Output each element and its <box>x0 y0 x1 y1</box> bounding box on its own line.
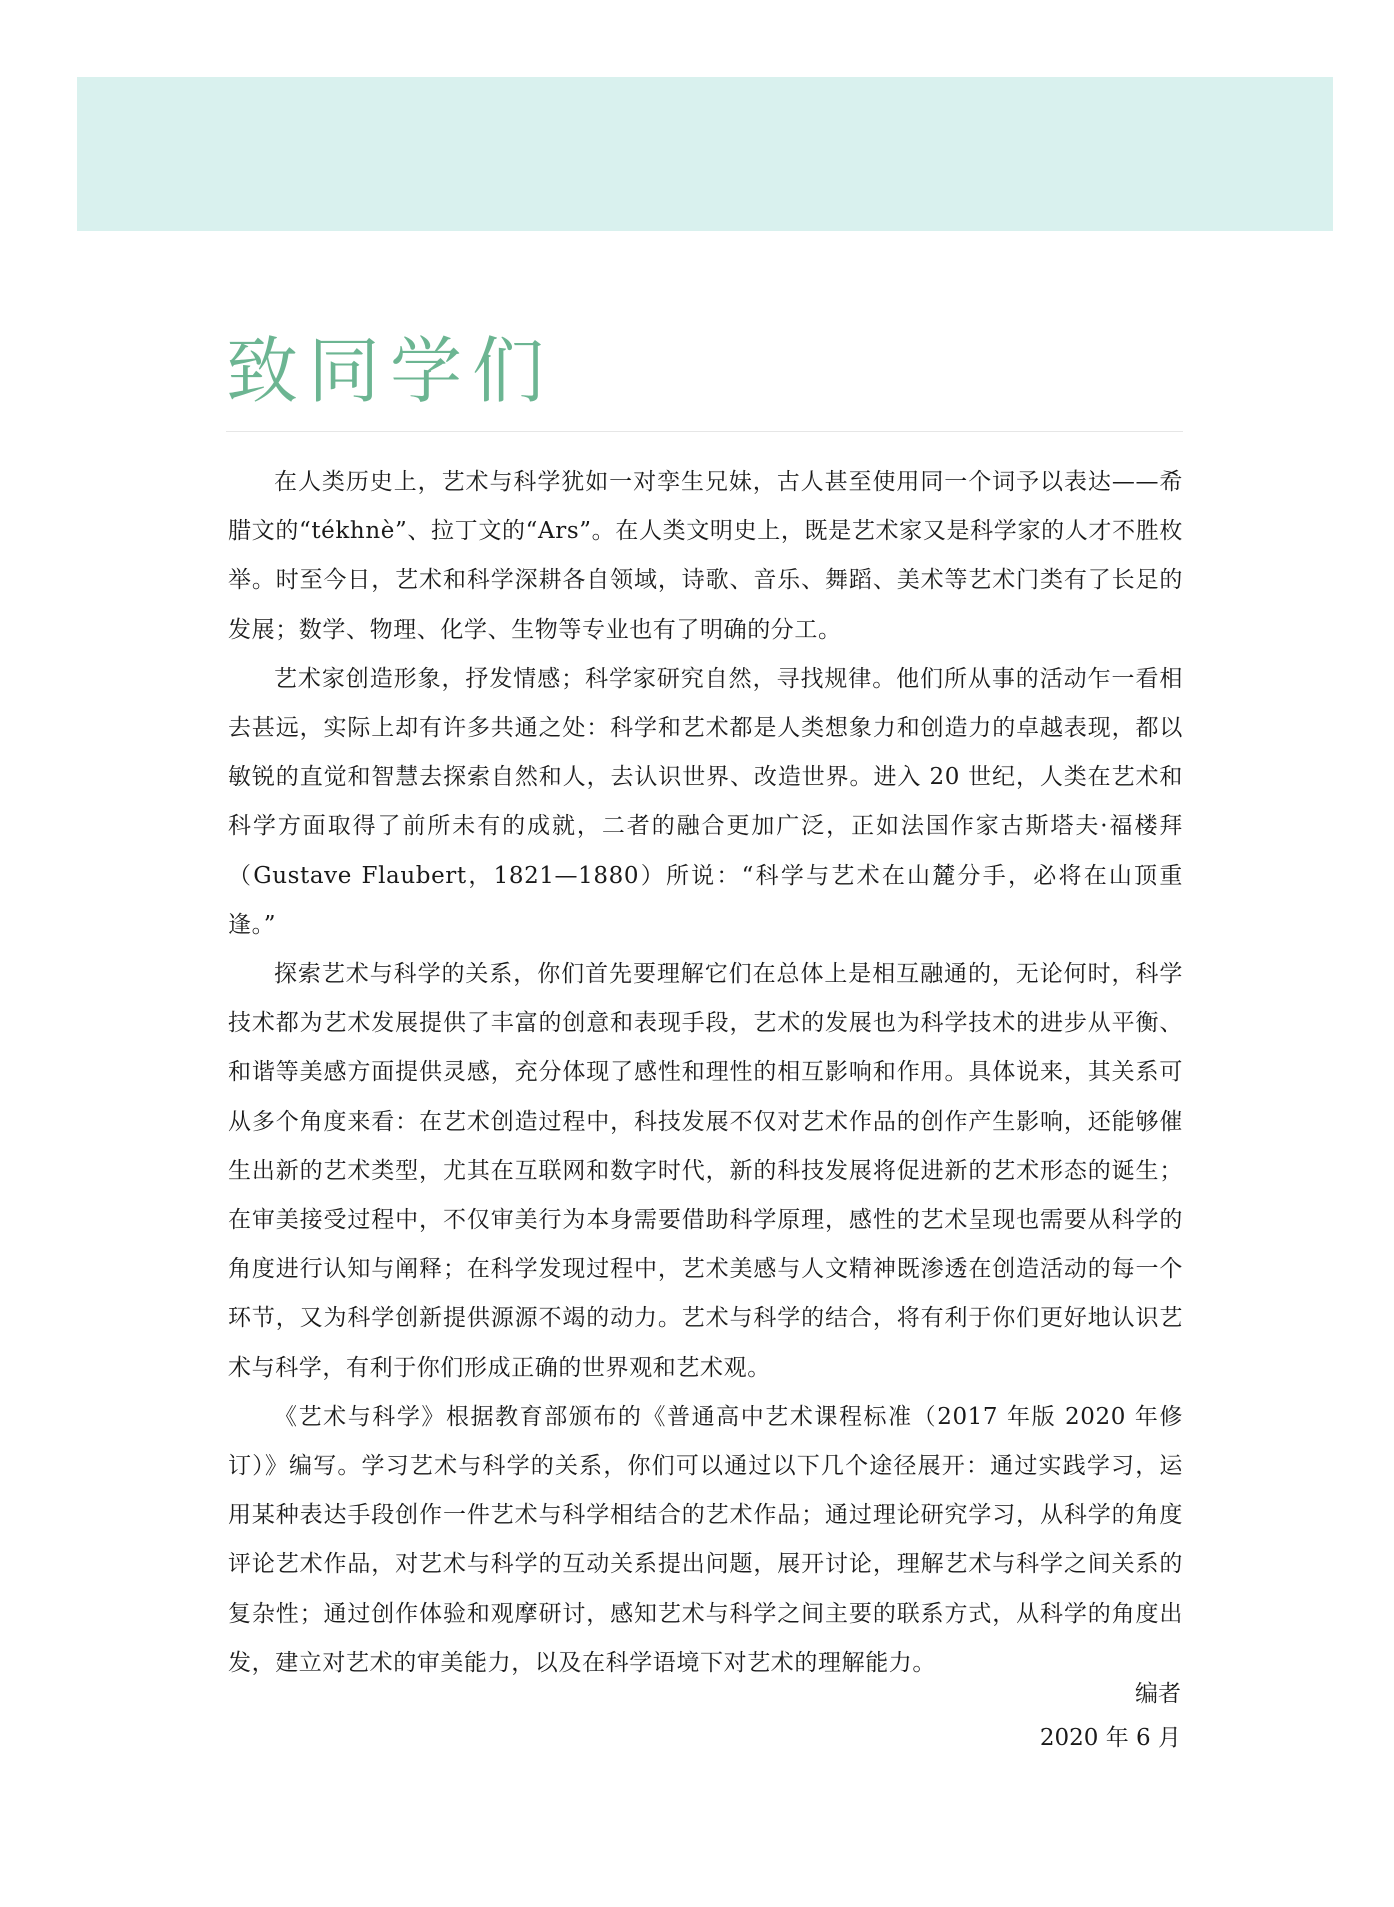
body-text <box>228 458 1183 1688</box>
signature-date: 2020 年 6 月 <box>1039 1725 1181 1751</box>
paragraph-2: 艺术家创造形象，抒发情感；科学家研究自然，寻找规律。他们所从事的活动乍一看相去甚远，实际上却有许多共通之处：科学和艺术都是人类想象力和创造力的卓越表现，都以敏锐的直觉和智慧去探索自然和人，去认识世界、改造世界。进入 20 世纪，人类在艺术和科学方面取得了前所未有的成就，二者的融合更加广泛，正如法国作家古斯塔夫·福楼拜（Gustave Flaubert，1821—1880）所说：“科学与艺术在山麓分手，必将在山顶重逢。” <box>228 665 1183 938</box>
paragraph-1: 在人类历史上，艺术与科学犹如一对孪生兄妹，古人甚至使用同一个词予以表达——希腊文的“tékhnè”、拉丁文的“Ars”。在人类文明史上，既是艺术家又是科学家的人才不胜枚举。时至今日，艺术和科学深耕各自领域，诗歌、音乐、舞蹈、美术等艺术门类有了长足的发展；数学、物理、化学、生物等专业也有了明确的分工。 <box>228 469 1183 643</box>
title-divider <box>226 431 1183 432</box>
paragraph-3: 探索艺术与科学的关系，你们首先要理解它们在总体上是相互融通的，无论何时，科学技术都为艺术发展提供了丰富的创意和表现手段，艺术的发展也为科学技术的进步从平衡、和谐等美感方面提供灵感，充分体现了感性和理性的相互影响和作用。具体说来，其关系可从多个角度来看：在艺术创造过程中，科技发展不仅对艺术作品的创作产生影响，还能够催生出新的艺术类型，尤其在互联网和数字时代，新的科技发展将促进新的艺术形态的诞生；在审美接受过程中，不仅审美行为本身需要借助科学原理，感性的艺术呈现也需要从科学的角度进行认知与阐释；在科学发现过程中，艺术美感与人文精神既渗透在创造活动的每一个环节，又为科学创新提供源源不竭的动力。艺术与科学的结合，将有利于你们更好地认识艺术与科学，有利于你们形成正确的世界观和艺术观。 <box>228 961 1183 1381</box>
paragraph-4: 《艺术与科学》根据教育部颁布的《普通高中艺术课程标准（2017 年版 2020 年修订）》编写。学习艺术与科学的关系，你们可以通过以下几个途径展开：通过实践学习，运用某种表达手段创作一件艺术与科学相结合的艺术作品；通过理论研究学习，从科学的角度评论艺术作品，对艺术与科学的互动关系提出问题，展开讨论，理解艺术与科学之间关系的复杂性；通过创作体验和观摩研讨，感知艺术与科学之间主要的联系方式，从科学的角度出发，建立对艺术的审美能力，以及在科学语境下对艺术的理解能力。 <box>228 1403 1183 1676</box>
signature-author: 编者 <box>1135 1681 1181 1707</box>
page-title: 致同学们 <box>226 329 555 413</box>
header-band <box>77 77 1333 231</box>
signature-block <box>1040 1672 1181 1760</box>
